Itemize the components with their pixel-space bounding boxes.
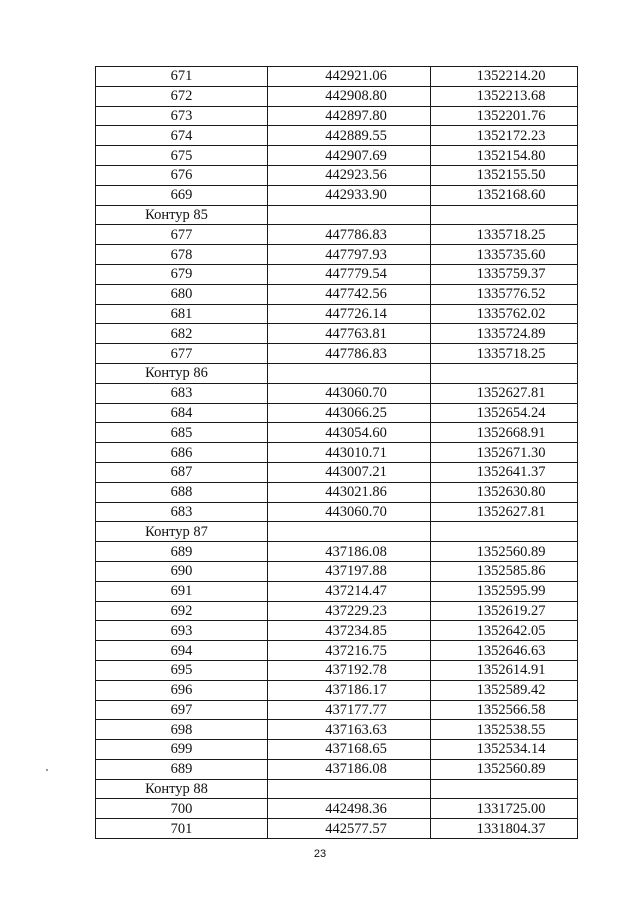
y-coordinate-cell: 1352154.80 (431, 146, 578, 166)
table-row (96, 146, 578, 166)
point-number-cell: 692 (96, 601, 268, 621)
empty-cell (431, 779, 578, 799)
point-number-cell: 690 (96, 561, 268, 581)
empty-cell (431, 205, 578, 225)
table-row (96, 561, 578, 581)
y-coordinate-cell: 1352654.24 (431, 403, 578, 423)
point-number-cell: 681 (96, 304, 268, 324)
scan-speck (46, 769, 48, 771)
y-coordinate-cell: 1352201.76 (431, 106, 578, 126)
point-number-cell: 676 (96, 165, 268, 185)
table-row (96, 67, 578, 87)
y-coordinate-cell: 1335718.25 (431, 344, 578, 364)
table-row (96, 423, 578, 443)
coordinates-table (95, 66, 578, 839)
contour-header-row (96, 779, 578, 799)
table-row (96, 304, 578, 324)
point-number-cell: 701 (96, 819, 268, 839)
empty-cell (268, 522, 431, 542)
empty-cell (431, 522, 578, 542)
x-coordinate-cell: 447763.81 (268, 324, 431, 344)
coordinates-table-body (96, 67, 578, 839)
point-number-cell: 697 (96, 700, 268, 720)
contour-header-row (96, 522, 578, 542)
x-coordinate-cell: 437229.23 (268, 601, 431, 621)
point-number-cell: 699 (96, 740, 268, 760)
x-coordinate-cell: 447726.14 (268, 304, 431, 324)
table-row (96, 106, 578, 126)
x-coordinate-cell: 443007.21 (268, 462, 431, 482)
contour-label: Контур 87 (96, 522, 268, 542)
empty-cell (268, 779, 431, 799)
table-row (96, 403, 578, 423)
point-number-cell: 671 (96, 67, 268, 87)
point-number-cell: 677 (96, 344, 268, 364)
x-coordinate-cell: 437197.88 (268, 561, 431, 581)
table-row (96, 126, 578, 146)
x-coordinate-cell: 437163.63 (268, 720, 431, 740)
page-number: 23 (313, 848, 327, 860)
x-coordinate-cell: 437177.77 (268, 700, 431, 720)
empty-cell (431, 363, 578, 383)
empty-cell (268, 205, 431, 225)
y-coordinate-cell: 1335762.02 (431, 304, 578, 324)
empty-cell (268, 363, 431, 383)
table-row (96, 759, 578, 779)
point-number-cell: 677 (96, 225, 268, 245)
point-number-cell: 689 (96, 759, 268, 779)
table-row (96, 799, 578, 819)
y-coordinate-cell: 1352668.91 (431, 423, 578, 443)
table-row (96, 324, 578, 344)
point-number-cell: 680 (96, 284, 268, 304)
point-number-cell: 683 (96, 383, 268, 403)
y-coordinate-cell: 1352214.20 (431, 67, 578, 87)
table-row (96, 621, 578, 641)
x-coordinate-cell: 437186.17 (268, 680, 431, 700)
point-number-cell: 700 (96, 799, 268, 819)
y-coordinate-cell: 1335735.60 (431, 245, 578, 265)
point-number-cell: 686 (96, 443, 268, 463)
contour-label: Контур 86 (96, 363, 268, 383)
table-row (96, 225, 578, 245)
contour-header-row (96, 205, 578, 225)
table-row (96, 344, 578, 364)
y-coordinate-cell: 1352566.58 (431, 700, 578, 720)
x-coordinate-cell: 443060.70 (268, 502, 431, 522)
table-row (96, 740, 578, 760)
y-coordinate-cell: 1335718.25 (431, 225, 578, 245)
y-coordinate-cell: 1331804.37 (431, 819, 578, 839)
y-coordinate-cell: 1335724.89 (431, 324, 578, 344)
table-row (96, 660, 578, 680)
point-number-cell: 689 (96, 542, 268, 562)
x-coordinate-cell: 447779.54 (268, 264, 431, 284)
x-coordinate-cell: 443010.71 (268, 443, 431, 463)
y-coordinate-cell: 1352619.27 (431, 601, 578, 621)
table-row (96, 86, 578, 106)
y-coordinate-cell: 1335759.37 (431, 264, 578, 284)
x-coordinate-cell: 447742.56 (268, 284, 431, 304)
x-coordinate-cell: 437192.78 (268, 660, 431, 680)
x-coordinate-cell: 442908.80 (268, 86, 431, 106)
y-coordinate-cell: 1352168.60 (431, 185, 578, 205)
y-coordinate-cell: 1352641.37 (431, 462, 578, 482)
point-number-cell: 688 (96, 482, 268, 502)
y-coordinate-cell: 1352172.23 (431, 126, 578, 146)
y-coordinate-cell: 1352671.30 (431, 443, 578, 463)
x-coordinate-cell: 443060.70 (268, 383, 431, 403)
x-coordinate-cell: 443066.25 (268, 403, 431, 423)
y-coordinate-cell: 1352614.91 (431, 660, 578, 680)
y-coordinate-cell: 1331725.00 (431, 799, 578, 819)
y-coordinate-cell: 1352213.68 (431, 86, 578, 106)
table-row (96, 185, 578, 205)
x-coordinate-cell: 442907.69 (268, 146, 431, 166)
point-number-cell: 691 (96, 581, 268, 601)
table-row (96, 284, 578, 304)
point-number-cell: 698 (96, 720, 268, 740)
table-row (96, 462, 578, 482)
point-number-cell: 685 (96, 423, 268, 443)
contour-header-row (96, 363, 578, 383)
y-coordinate-cell: 1352534.14 (431, 740, 578, 760)
table-row (96, 245, 578, 265)
point-number-cell: 679 (96, 264, 268, 284)
point-number-cell: 682 (96, 324, 268, 344)
table-row (96, 383, 578, 403)
point-number-cell: 684 (96, 403, 268, 423)
point-number-cell: 674 (96, 126, 268, 146)
x-coordinate-cell: 442923.56 (268, 165, 431, 185)
table-row (96, 581, 578, 601)
x-coordinate-cell: 443021.86 (268, 482, 431, 502)
x-coordinate-cell: 447786.83 (268, 225, 431, 245)
point-number-cell: 696 (96, 680, 268, 700)
x-coordinate-cell: 437186.08 (268, 759, 431, 779)
x-coordinate-cell: 443054.60 (268, 423, 431, 443)
table-row (96, 443, 578, 463)
x-coordinate-cell: 442921.06 (268, 67, 431, 87)
x-coordinate-cell: 447786.83 (268, 344, 431, 364)
y-coordinate-cell: 1352560.89 (431, 542, 578, 562)
y-coordinate-cell: 1352642.05 (431, 621, 578, 641)
table-row (96, 502, 578, 522)
point-number-cell: 687 (96, 462, 268, 482)
table-row (96, 264, 578, 284)
y-coordinate-cell: 1352589.42 (431, 680, 578, 700)
y-coordinate-cell: 1352560.89 (431, 759, 578, 779)
point-number-cell: 683 (96, 502, 268, 522)
x-coordinate-cell: 437234.85 (268, 621, 431, 641)
y-coordinate-cell: 1352646.63 (431, 641, 578, 661)
contour-label: Контур 88 (96, 779, 268, 799)
table-row (96, 601, 578, 621)
x-coordinate-cell: 442897.80 (268, 106, 431, 126)
x-coordinate-cell: 442889.55 (268, 126, 431, 146)
y-coordinate-cell: 1352630.80 (431, 482, 578, 502)
table-row (96, 641, 578, 661)
x-coordinate-cell: 437216.75 (268, 641, 431, 661)
table-row (96, 819, 578, 839)
y-coordinate-cell: 1352538.55 (431, 720, 578, 740)
y-coordinate-cell: 1352585.86 (431, 561, 578, 581)
point-number-cell: 669 (96, 185, 268, 205)
y-coordinate-cell: 1352155.50 (431, 165, 578, 185)
point-number-cell: 672 (96, 86, 268, 106)
y-coordinate-cell: 1335776.52 (431, 284, 578, 304)
y-coordinate-cell: 1352627.81 (431, 502, 578, 522)
table-row (96, 165, 578, 185)
x-coordinate-cell: 442498.36 (268, 799, 431, 819)
point-number-cell: 694 (96, 641, 268, 661)
x-coordinate-cell: 447797.93 (268, 245, 431, 265)
x-coordinate-cell: 442933.90 (268, 185, 431, 205)
point-number-cell: 678 (96, 245, 268, 265)
x-coordinate-cell: 442577.57 (268, 819, 431, 839)
point-number-cell: 675 (96, 146, 268, 166)
y-coordinate-cell: 1352627.81 (431, 383, 578, 403)
contour-label: Контур 85 (96, 205, 268, 225)
table-row (96, 680, 578, 700)
x-coordinate-cell: 437186.08 (268, 542, 431, 562)
table-row (96, 720, 578, 740)
table-row (96, 700, 578, 720)
table-row (96, 542, 578, 562)
table-row (96, 482, 578, 502)
point-number-cell: 695 (96, 660, 268, 680)
x-coordinate-cell: 437214.47 (268, 581, 431, 601)
point-number-cell: 673 (96, 106, 268, 126)
x-coordinate-cell: 437168.65 (268, 740, 431, 760)
point-number-cell: 693 (96, 621, 268, 641)
y-coordinate-cell: 1352595.99 (431, 581, 578, 601)
